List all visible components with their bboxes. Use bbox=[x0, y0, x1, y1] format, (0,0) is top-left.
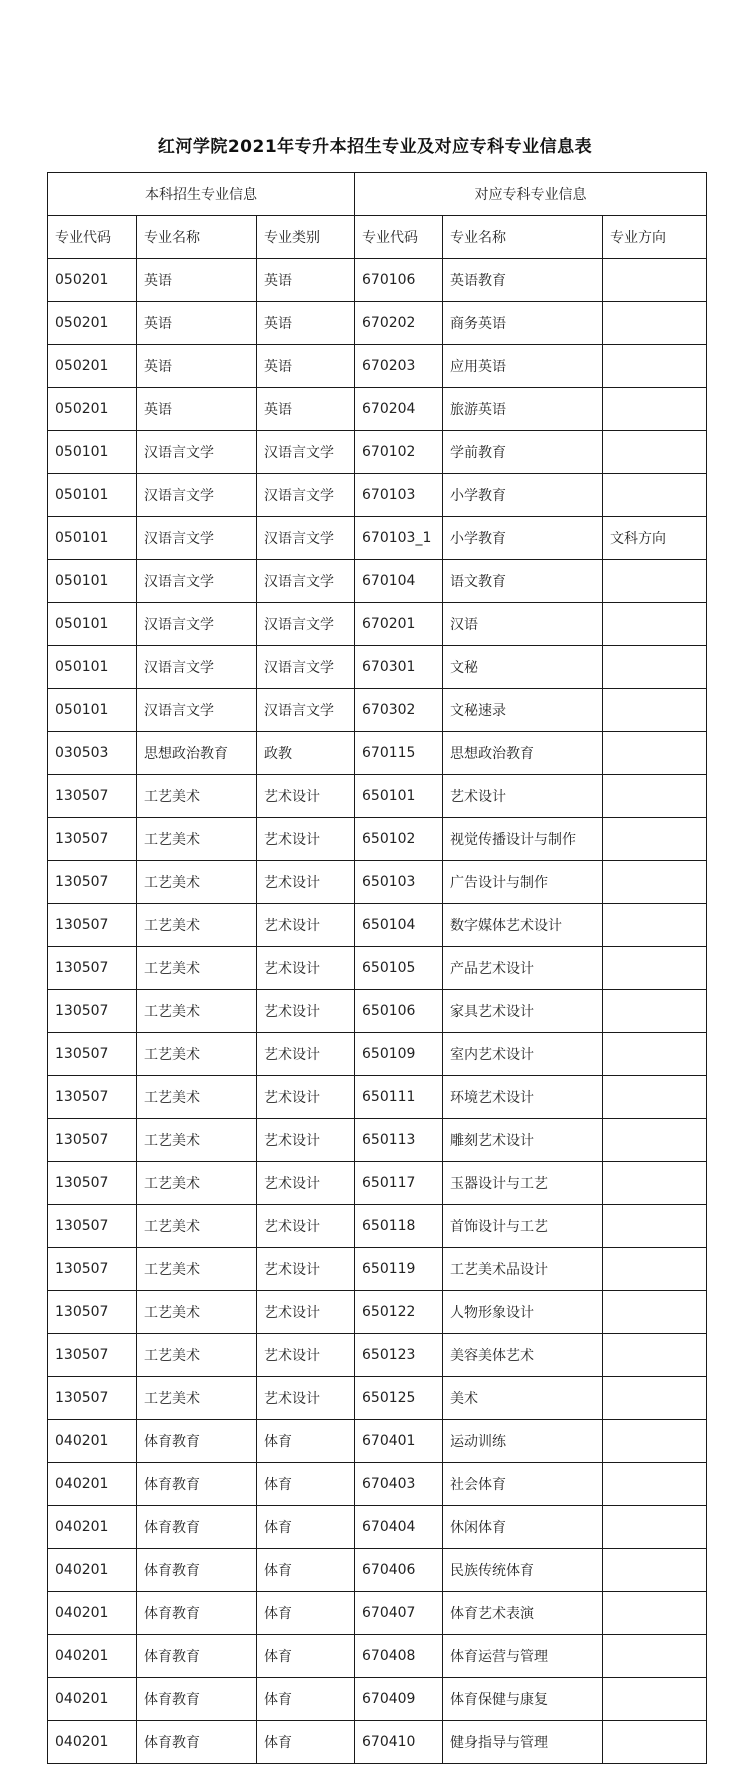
undergrad-name-cell: 汉语言文学 bbox=[137, 689, 257, 732]
junior-code-cell: 650106 bbox=[355, 990, 443, 1033]
junior-name-cell: 社会体育 bbox=[443, 1463, 603, 1506]
undergrad-name-cell: 工艺美术 bbox=[137, 1334, 257, 1377]
junior-direction-cell bbox=[603, 646, 707, 689]
junior-group-header: 对应专科专业信息 bbox=[355, 173, 707, 216]
undergrad-code-cell: 050101 bbox=[48, 560, 137, 603]
junior-code-cell: 650113 bbox=[355, 1119, 443, 1162]
undergrad-category-cell: 体育 bbox=[257, 1549, 355, 1592]
junior-name-cell: 英语教育 bbox=[443, 259, 603, 302]
junior-direction-cell bbox=[603, 302, 707, 345]
table-row bbox=[48, 818, 707, 861]
junior-code-cell: 670410 bbox=[355, 1721, 443, 1764]
junior-direction-cell bbox=[603, 1334, 707, 1377]
junior-direction-cell bbox=[603, 1420, 707, 1463]
undergrad-code-cell: 130507 bbox=[48, 947, 137, 990]
junior-name-cell: 艺术设计 bbox=[443, 775, 603, 818]
junior-direction-cell bbox=[603, 1248, 707, 1291]
undergrad-category-cell: 体育 bbox=[257, 1506, 355, 1549]
table-row bbox=[48, 1119, 707, 1162]
undergrad-name-cell: 思想政治教育 bbox=[137, 732, 257, 775]
junior-direction-cell bbox=[603, 1162, 707, 1205]
junior-code-cell: 670115 bbox=[355, 732, 443, 775]
column-header-undergrad-name: 专业名称 bbox=[137, 216, 257, 259]
undergrad-code-cell: 040201 bbox=[48, 1678, 137, 1721]
junior-name-cell: 广告设计与制作 bbox=[443, 861, 603, 904]
undergrad-code-cell: 130507 bbox=[48, 1119, 137, 1162]
undergrad-name-cell: 工艺美术 bbox=[137, 947, 257, 990]
table-row bbox=[48, 474, 707, 517]
table-row bbox=[48, 646, 707, 689]
undergrad-category-cell: 汉语言文学 bbox=[257, 646, 355, 689]
table-row bbox=[48, 947, 707, 990]
junior-direction-cell bbox=[603, 1506, 707, 1549]
junior-name-cell: 家具艺术设计 bbox=[443, 990, 603, 1033]
undergrad-name-cell: 体育教育 bbox=[137, 1678, 257, 1721]
undergrad-category-cell: 艺术设计 bbox=[257, 1248, 355, 1291]
undergrad-category-cell: 艺术设计 bbox=[257, 1205, 355, 1248]
junior-direction-cell bbox=[603, 732, 707, 775]
junior-direction-cell bbox=[603, 1119, 707, 1162]
undergrad-name-cell: 工艺美术 bbox=[137, 990, 257, 1033]
junior-code-cell: 670202 bbox=[355, 302, 443, 345]
junior-code-cell: 650117 bbox=[355, 1162, 443, 1205]
junior-code-cell: 650123 bbox=[355, 1334, 443, 1377]
undergrad-code-cell: 130507 bbox=[48, 1291, 137, 1334]
table-row bbox=[48, 1721, 707, 1764]
undergrad-code-cell: 040201 bbox=[48, 1549, 137, 1592]
undergrad-code-cell: 130507 bbox=[48, 1162, 137, 1205]
undergrad-category-cell: 汉语言文学 bbox=[257, 560, 355, 603]
junior-name-cell: 思想政治教育 bbox=[443, 732, 603, 775]
table-row bbox=[48, 1420, 707, 1463]
junior-name-cell: 健身指导与管理 bbox=[443, 1721, 603, 1764]
column-header-junior-code: 专业代码 bbox=[355, 216, 443, 259]
undergrad-name-cell: 体育教育 bbox=[137, 1420, 257, 1463]
undergrad-category-cell: 汉语言文学 bbox=[257, 689, 355, 732]
junior-direction-cell bbox=[603, 1377, 707, 1420]
junior-name-cell: 美术 bbox=[443, 1377, 603, 1420]
table-row bbox=[48, 904, 707, 947]
undergrad-code-cell: 130507 bbox=[48, 1377, 137, 1420]
table-row bbox=[48, 302, 707, 345]
table-row bbox=[48, 1334, 707, 1377]
junior-direction-cell bbox=[603, 689, 707, 732]
junior-name-cell: 美容美体艺术 bbox=[443, 1334, 603, 1377]
junior-code-cell: 650109 bbox=[355, 1033, 443, 1076]
undergrad-code-cell: 040201 bbox=[48, 1506, 137, 1549]
undergrad-category-cell: 英语 bbox=[257, 259, 355, 302]
majors-table bbox=[47, 172, 707, 1764]
junior-name-cell: 民族传统体育 bbox=[443, 1549, 603, 1592]
undergrad-category-cell: 汉语言文学 bbox=[257, 517, 355, 560]
undergrad-code-cell: 130507 bbox=[48, 1205, 137, 1248]
junior-direction-cell bbox=[603, 474, 707, 517]
junior-name-cell: 数字媒体艺术设计 bbox=[443, 904, 603, 947]
table-row bbox=[48, 1463, 707, 1506]
undergrad-name-cell: 汉语言文学 bbox=[137, 603, 257, 646]
undergrad-name-cell: 工艺美术 bbox=[137, 904, 257, 947]
undergrad-category-cell: 汉语言文学 bbox=[257, 474, 355, 517]
undergrad-name-cell: 汉语言文学 bbox=[137, 431, 257, 474]
junior-code-cell: 650118 bbox=[355, 1205, 443, 1248]
junior-name-cell: 小学教育 bbox=[443, 474, 603, 517]
table-row bbox=[48, 1377, 707, 1420]
table-row bbox=[48, 603, 707, 646]
junior-name-cell: 视觉传播设计与制作 bbox=[443, 818, 603, 861]
undergrad-category-cell: 汉语言文学 bbox=[257, 431, 355, 474]
junior-name-cell: 商务英语 bbox=[443, 302, 603, 345]
junior-name-cell: 运动训练 bbox=[443, 1420, 603, 1463]
junior-name-cell: 应用英语 bbox=[443, 345, 603, 388]
junior-code-cell: 670408 bbox=[355, 1635, 443, 1678]
junior-direction-cell bbox=[603, 775, 707, 818]
undergrad-category-cell: 艺术设计 bbox=[257, 1119, 355, 1162]
junior-name-cell: 雕刻艺术设计 bbox=[443, 1119, 603, 1162]
junior-name-cell: 环境艺术设计 bbox=[443, 1076, 603, 1119]
undergrad-category-cell: 政教 bbox=[257, 732, 355, 775]
junior-code-cell: 670406 bbox=[355, 1549, 443, 1592]
undergrad-name-cell: 体育教育 bbox=[137, 1635, 257, 1678]
table-row bbox=[48, 1033, 707, 1076]
undergrad-code-cell: 130507 bbox=[48, 1334, 137, 1377]
junior-code-cell: 650102 bbox=[355, 818, 443, 861]
undergrad-category-cell: 艺术设计 bbox=[257, 947, 355, 990]
undergrad-name-cell: 体育教育 bbox=[137, 1506, 257, 1549]
junior-code-cell: 650105 bbox=[355, 947, 443, 990]
junior-direction-cell bbox=[603, 1205, 707, 1248]
undergrad-name-cell: 汉语言文学 bbox=[137, 646, 257, 689]
junior-name-cell: 体育运营与管理 bbox=[443, 1635, 603, 1678]
junior-direction-cell bbox=[603, 1076, 707, 1119]
junior-name-cell: 文秘 bbox=[443, 646, 603, 689]
undergrad-code-cell: 050101 bbox=[48, 603, 137, 646]
junior-direction-cell bbox=[603, 1291, 707, 1334]
table-row bbox=[48, 1678, 707, 1721]
undergrad-name-cell: 体育教育 bbox=[137, 1463, 257, 1506]
undergrad-code-cell: 130507 bbox=[48, 904, 137, 947]
junior-code-cell: 670407 bbox=[355, 1592, 443, 1635]
undergrad-category-cell: 艺术设计 bbox=[257, 1076, 355, 1119]
undergrad-category-cell: 艺术设计 bbox=[257, 1334, 355, 1377]
undergrad-code-cell: 050101 bbox=[48, 517, 137, 560]
table-row bbox=[48, 388, 707, 431]
undergrad-category-cell: 艺术设计 bbox=[257, 1291, 355, 1334]
undergrad-category-cell: 艺术设计 bbox=[257, 861, 355, 904]
junior-code-cell: 670103 bbox=[355, 474, 443, 517]
undergrad-category-cell: 英语 bbox=[257, 302, 355, 345]
undergrad-name-cell: 工艺美术 bbox=[137, 1248, 257, 1291]
undergrad-code-cell: 130507 bbox=[48, 775, 137, 818]
junior-code-cell: 650122 bbox=[355, 1291, 443, 1334]
undergrad-code-cell: 040201 bbox=[48, 1635, 137, 1678]
undergrad-name-cell: 工艺美术 bbox=[137, 1162, 257, 1205]
undergrad-code-cell: 040201 bbox=[48, 1592, 137, 1635]
junior-direction-cell bbox=[603, 388, 707, 431]
junior-direction-cell bbox=[603, 818, 707, 861]
junior-code-cell: 650104 bbox=[355, 904, 443, 947]
junior-code-cell: 670403 bbox=[355, 1463, 443, 1506]
junior-code-cell: 650125 bbox=[355, 1377, 443, 1420]
junior-name-cell: 人物形象设计 bbox=[443, 1291, 603, 1334]
undergrad-category-cell: 体育 bbox=[257, 1721, 355, 1764]
junior-name-cell: 室内艺术设计 bbox=[443, 1033, 603, 1076]
undergrad-code-cell: 040201 bbox=[48, 1721, 137, 1764]
undergrad-code-cell: 130507 bbox=[48, 861, 137, 904]
undergrad-name-cell: 工艺美术 bbox=[137, 1033, 257, 1076]
undergrad-name-cell: 工艺美术 bbox=[137, 1205, 257, 1248]
junior-name-cell: 休闲体育 bbox=[443, 1506, 603, 1549]
undergrad-name-cell: 工艺美术 bbox=[137, 818, 257, 861]
group-header-row bbox=[48, 173, 707, 216]
junior-name-cell: 汉语 bbox=[443, 603, 603, 646]
junior-code-cell: 670201 bbox=[355, 603, 443, 646]
junior-direction-cell bbox=[603, 1635, 707, 1678]
undergrad-name-cell: 英语 bbox=[137, 302, 257, 345]
table-row bbox=[48, 1549, 707, 1592]
undergrad-name-cell: 英语 bbox=[137, 345, 257, 388]
junior-direction-cell bbox=[603, 990, 707, 1033]
undergrad-name-cell: 工艺美术 bbox=[137, 1291, 257, 1334]
undergrad-code-cell: 030503 bbox=[48, 732, 137, 775]
table-row bbox=[48, 1162, 707, 1205]
undergrad-code-cell: 050201 bbox=[48, 388, 137, 431]
table-row bbox=[48, 1592, 707, 1635]
junior-direction-cell bbox=[603, 861, 707, 904]
table-row bbox=[48, 990, 707, 1033]
undergrad-category-cell: 汉语言文学 bbox=[257, 603, 355, 646]
junior-name-cell: 语文教育 bbox=[443, 560, 603, 603]
undergrad-group-header: 本科招生专业信息 bbox=[48, 173, 355, 216]
undergrad-code-cell: 130507 bbox=[48, 1076, 137, 1119]
column-header-junior-direction: 专业方向 bbox=[603, 216, 707, 259]
junior-name-cell: 小学教育 bbox=[443, 517, 603, 560]
undergrad-category-cell: 英语 bbox=[257, 345, 355, 388]
junior-code-cell: 650101 bbox=[355, 775, 443, 818]
undergrad-code-cell: 130507 bbox=[48, 990, 137, 1033]
junior-direction-cell bbox=[603, 431, 707, 474]
junior-name-cell: 学前教育 bbox=[443, 431, 603, 474]
junior-code-cell: 670401 bbox=[355, 1420, 443, 1463]
undergrad-name-cell: 体育教育 bbox=[137, 1549, 257, 1592]
junior-name-cell: 体育艺术表演 bbox=[443, 1592, 603, 1635]
undergrad-name-cell: 体育教育 bbox=[137, 1592, 257, 1635]
undergrad-category-cell: 艺术设计 bbox=[257, 1033, 355, 1076]
table-row bbox=[48, 1635, 707, 1678]
table-row bbox=[48, 1248, 707, 1291]
undergrad-category-cell: 艺术设计 bbox=[257, 990, 355, 1033]
table-row bbox=[48, 775, 707, 818]
table-row bbox=[48, 431, 707, 474]
column-header-junior-name: 专业名称 bbox=[443, 216, 603, 259]
table-row bbox=[48, 1506, 707, 1549]
junior-name-cell: 体育保健与康复 bbox=[443, 1678, 603, 1721]
undergrad-category-cell: 体育 bbox=[257, 1420, 355, 1463]
undergrad-code-cell: 050201 bbox=[48, 302, 137, 345]
junior-direction-cell bbox=[603, 1721, 707, 1764]
junior-direction-cell bbox=[603, 1592, 707, 1635]
undergrad-category-cell: 体育 bbox=[257, 1592, 355, 1635]
table-row bbox=[48, 517, 707, 560]
undergrad-name-cell: 工艺美术 bbox=[137, 1076, 257, 1119]
junior-code-cell: 670409 bbox=[355, 1678, 443, 1721]
undergrad-name-cell: 体育教育 bbox=[137, 1721, 257, 1764]
column-header-undergrad-category: 专业类别 bbox=[257, 216, 355, 259]
undergrad-category-cell: 艺术设计 bbox=[257, 818, 355, 861]
undergrad-category-cell: 艺术设计 bbox=[257, 904, 355, 947]
junior-direction-cell bbox=[603, 345, 707, 388]
undergrad-name-cell: 工艺美术 bbox=[137, 775, 257, 818]
junior-code-cell: 670106 bbox=[355, 259, 443, 302]
junior-direction-cell bbox=[603, 1463, 707, 1506]
undergrad-name-cell: 汉语言文学 bbox=[137, 560, 257, 603]
junior-code-cell: 670204 bbox=[355, 388, 443, 431]
undergrad-name-cell: 英语 bbox=[137, 259, 257, 302]
junior-direction-cell bbox=[603, 603, 707, 646]
undergrad-category-cell: 英语 bbox=[257, 388, 355, 431]
undergrad-code-cell: 050101 bbox=[48, 474, 137, 517]
table-row bbox=[48, 732, 707, 775]
table-body bbox=[48, 259, 707, 1764]
undergrad-code-cell: 130507 bbox=[48, 818, 137, 861]
junior-direction-cell bbox=[603, 560, 707, 603]
junior-code-cell: 650111 bbox=[355, 1076, 443, 1119]
table-row bbox=[48, 1205, 707, 1248]
undergrad-code-cell: 130507 bbox=[48, 1033, 137, 1076]
junior-direction-cell bbox=[603, 1678, 707, 1721]
junior-direction-cell bbox=[603, 1033, 707, 1076]
undergrad-code-cell: 040201 bbox=[48, 1463, 137, 1506]
undergrad-category-cell: 体育 bbox=[257, 1635, 355, 1678]
junior-code-cell: 670203 bbox=[355, 345, 443, 388]
undergrad-name-cell: 汉语言文学 bbox=[137, 517, 257, 560]
junior-name-cell: 玉器设计与工艺 bbox=[443, 1162, 603, 1205]
undergrad-category-cell: 体育 bbox=[257, 1463, 355, 1506]
junior-code-cell: 650119 bbox=[355, 1248, 443, 1291]
junior-direction-cell bbox=[603, 904, 707, 947]
table-row bbox=[48, 259, 707, 302]
junior-direction-cell bbox=[603, 947, 707, 990]
junior-code-cell: 670103_1 bbox=[355, 517, 443, 560]
undergrad-code-cell: 050101 bbox=[48, 431, 137, 474]
table-row bbox=[48, 689, 707, 732]
undergrad-name-cell: 英语 bbox=[137, 388, 257, 431]
table-row bbox=[48, 1076, 707, 1119]
junior-direction-cell: 文科方向 bbox=[603, 517, 707, 560]
undergrad-code-cell: 050101 bbox=[48, 689, 137, 732]
junior-name-cell: 旅游英语 bbox=[443, 388, 603, 431]
junior-code-cell: 670301 bbox=[355, 646, 443, 689]
junior-code-cell: 670404 bbox=[355, 1506, 443, 1549]
junior-code-cell: 670302 bbox=[355, 689, 443, 732]
undergrad-category-cell: 艺术设计 bbox=[257, 775, 355, 818]
undergrad-code-cell: 130507 bbox=[48, 1248, 137, 1291]
undergrad-code-cell: 050201 bbox=[48, 345, 137, 388]
table-row bbox=[48, 861, 707, 904]
undergrad-code-cell: 040201 bbox=[48, 1420, 137, 1463]
page-title: 红河学院2021年专升本招生专业及对应专科专业信息表 bbox=[157, 137, 593, 157]
junior-direction-cell bbox=[603, 1549, 707, 1592]
junior-code-cell: 670104 bbox=[355, 560, 443, 603]
junior-code-cell: 650103 bbox=[355, 861, 443, 904]
undergrad-code-cell: 050101 bbox=[48, 646, 137, 689]
undergrad-name-cell: 工艺美术 bbox=[137, 1377, 257, 1420]
table-row bbox=[48, 345, 707, 388]
table-row bbox=[48, 1291, 707, 1334]
column-header-undergrad-code: 专业代码 bbox=[48, 216, 137, 259]
junior-name-cell: 首饰设计与工艺 bbox=[443, 1205, 603, 1248]
undergrad-name-cell: 汉语言文学 bbox=[137, 474, 257, 517]
junior-name-cell: 产品艺术设计 bbox=[443, 947, 603, 990]
undergrad-category-cell: 体育 bbox=[257, 1678, 355, 1721]
junior-direction-cell bbox=[603, 259, 707, 302]
undergrad-name-cell: 工艺美术 bbox=[137, 861, 257, 904]
undergrad-category-cell: 艺术设计 bbox=[257, 1377, 355, 1420]
table-row bbox=[48, 560, 707, 603]
undergrad-code-cell: 050201 bbox=[48, 259, 137, 302]
junior-code-cell: 670102 bbox=[355, 431, 443, 474]
undergrad-name-cell: 工艺美术 bbox=[137, 1119, 257, 1162]
junior-name-cell: 工艺美术品设计 bbox=[443, 1248, 603, 1291]
junior-name-cell: 文秘速录 bbox=[443, 689, 603, 732]
column-header-row bbox=[48, 216, 707, 259]
undergrad-category-cell: 艺术设计 bbox=[257, 1162, 355, 1205]
